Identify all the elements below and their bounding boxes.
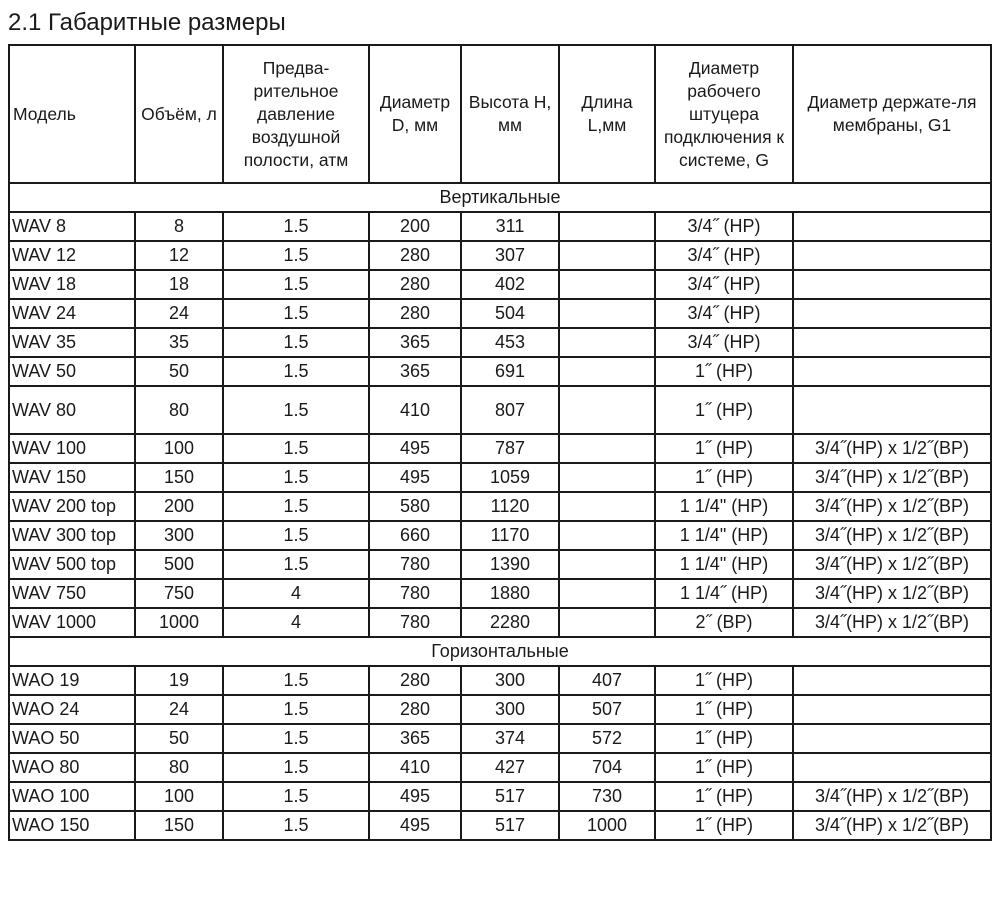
table-row <box>9 328 991 357</box>
cell-diameter: 280 <box>369 299 461 328</box>
cell-fitting: 3/4˝ (HP) <box>655 328 793 357</box>
cell-length: 507 <box>559 695 655 724</box>
cell-height: 1880 <box>461 579 559 608</box>
cell-diameter: 280 <box>369 666 461 695</box>
cell-pressure: 4 <box>223 579 369 608</box>
header-diameter: Диаметр D, мм <box>369 45 461 183</box>
section-label: Горизонтальные <box>9 637 991 666</box>
cell-diameter: 365 <box>369 357 461 386</box>
table-row <box>9 212 991 241</box>
cell-volume: 18 <box>135 270 223 299</box>
table-row <box>9 753 991 782</box>
cell-length <box>559 328 655 357</box>
table-row <box>9 695 991 724</box>
cell-volume: 35 <box>135 328 223 357</box>
cell-height: 517 <box>461 782 559 811</box>
header-length: Длина L,мм <box>559 45 655 183</box>
cell-pressure: 1.5 <box>223 212 369 241</box>
cell-membrane-holder <box>793 386 991 434</box>
cell-volume: 80 <box>135 386 223 434</box>
cell-diameter: 280 <box>369 695 461 724</box>
cell-membrane-holder: 3/4˝(HP) x 1/2˝(BP) <box>793 550 991 579</box>
cell-model: WAO 80 <box>9 753 135 782</box>
cell-diameter: 200 <box>369 212 461 241</box>
cell-diameter: 580 <box>369 492 461 521</box>
cell-fitting: 1˝ (HP) <box>655 463 793 492</box>
cell-pressure: 1.5 <box>223 386 369 434</box>
table-row <box>9 811 991 840</box>
cell-length <box>559 550 655 579</box>
cell-length: 1000 <box>559 811 655 840</box>
cell-pressure: 1.5 <box>223 299 369 328</box>
cell-diameter: 660 <box>369 521 461 550</box>
cell-pressure: 1.5 <box>223 724 369 753</box>
cell-membrane-holder: 3/4˝(HP) x 1/2˝(BP) <box>793 463 991 492</box>
cell-volume: 150 <box>135 811 223 840</box>
cell-length <box>559 608 655 637</box>
cell-membrane-holder <box>793 328 991 357</box>
cell-model: WAV 750 <box>9 579 135 608</box>
cell-diameter: 495 <box>369 434 461 463</box>
cell-model: WAV 35 <box>9 328 135 357</box>
cell-membrane-holder: 3/4˝(HP) x 1/2˝(BP) <box>793 521 991 550</box>
cell-fitting: 1˝ (HP) <box>655 782 793 811</box>
cell-volume: 1000 <box>135 608 223 637</box>
cell-membrane-holder: 3/4˝(HP) x 1/2˝(BP) <box>793 608 991 637</box>
cell-length <box>559 521 655 550</box>
cell-volume: 50 <box>135 724 223 753</box>
table-row <box>9 782 991 811</box>
cell-height: 787 <box>461 434 559 463</box>
cell-model: WAV 18 <box>9 270 135 299</box>
cell-length <box>559 386 655 434</box>
cell-model: WAO 24 <box>9 695 135 724</box>
header-row <box>9 45 991 183</box>
section-label: Вертикальные <box>9 183 991 212</box>
header-fitting-diameter: Диаметр рабочего штуцера подключения к системе, G <box>655 45 793 183</box>
cell-fitting: 1 1/4˝ (HP) <box>655 579 793 608</box>
cell-volume: 100 <box>135 434 223 463</box>
cell-volume: 100 <box>135 782 223 811</box>
cell-fitting: 1˝ (HP) <box>655 357 793 386</box>
table-row <box>9 357 991 386</box>
cell-volume: 200 <box>135 492 223 521</box>
cell-fitting: 1˝ (HP) <box>655 753 793 782</box>
cell-length <box>559 463 655 492</box>
cell-pressure: 1.5 <box>223 753 369 782</box>
header-pressure: Предва-рительное давление воздушной полости, атм <box>223 45 369 183</box>
table-row <box>9 579 991 608</box>
table-row <box>9 299 991 328</box>
cell-model: WAV 1000 <box>9 608 135 637</box>
cell-volume: 80 <box>135 753 223 782</box>
cell-volume: 150 <box>135 463 223 492</box>
cell-membrane-holder <box>793 753 991 782</box>
table-row <box>9 608 991 637</box>
cell-diameter: 410 <box>369 753 461 782</box>
table-row <box>9 666 991 695</box>
header-model: Модель <box>9 45 135 183</box>
cell-diameter: 780 <box>369 579 461 608</box>
cell-membrane-holder: 3/4˝(HP) x 1/2˝(BP) <box>793 579 991 608</box>
cell-height: 427 <box>461 753 559 782</box>
cell-membrane-holder <box>793 241 991 270</box>
cell-diameter: 365 <box>369 724 461 753</box>
cell-height: 307 <box>461 241 559 270</box>
table-row <box>9 724 991 753</box>
cell-fitting: 1˝ (HP) <box>655 695 793 724</box>
cell-fitting: 1 1/4" (HP) <box>655 550 793 579</box>
cell-fitting: 1 1/4" (HP) <box>655 492 793 521</box>
cell-height: 374 <box>461 724 559 753</box>
cell-diameter: 780 <box>369 550 461 579</box>
cell-pressure: 1.5 <box>223 241 369 270</box>
cell-model: WAV 200 top <box>9 492 135 521</box>
table-row <box>9 463 991 492</box>
cell-length: 572 <box>559 724 655 753</box>
cell-pressure: 1.5 <box>223 550 369 579</box>
cell-pressure: 1.5 <box>223 695 369 724</box>
cell-model: WAV 80 <box>9 386 135 434</box>
cell-height: 517 <box>461 811 559 840</box>
cell-diameter: 495 <box>369 811 461 840</box>
cell-volume: 300 <box>135 521 223 550</box>
table-row <box>9 550 991 579</box>
cell-pressure: 1.5 <box>223 328 369 357</box>
cell-height: 504 <box>461 299 559 328</box>
cell-height: 807 <box>461 386 559 434</box>
cell-model: WAV 150 <box>9 463 135 492</box>
cell-height: 2280 <box>461 608 559 637</box>
cell-volume: 12 <box>135 241 223 270</box>
cell-length <box>559 299 655 328</box>
cell-fitting: 1˝ (HP) <box>655 434 793 463</box>
cell-length <box>559 270 655 299</box>
cell-model: WAV 100 <box>9 434 135 463</box>
header-volume: Объём, л <box>135 45 223 183</box>
cell-volume: 19 <box>135 666 223 695</box>
cell-height: 1120 <box>461 492 559 521</box>
cell-membrane-holder: 3/4˝(HP) x 1/2˝(BP) <box>793 492 991 521</box>
cell-height: 300 <box>461 695 559 724</box>
cell-pressure: 1.5 <box>223 463 369 492</box>
dimensions-table <box>8 44 992 841</box>
cell-pressure: 1.5 <box>223 357 369 386</box>
cell-pressure: 1.5 <box>223 811 369 840</box>
cell-model: WAO 150 <box>9 811 135 840</box>
cell-volume: 500 <box>135 550 223 579</box>
cell-fitting: 3/4˝ (HP) <box>655 241 793 270</box>
cell-volume: 24 <box>135 299 223 328</box>
cell-height: 300 <box>461 666 559 695</box>
cell-membrane-holder: 3/4˝(HP) x 1/2˝(BP) <box>793 782 991 811</box>
cell-pressure: 1.5 <box>223 434 369 463</box>
cell-volume: 24 <box>135 695 223 724</box>
cell-length: 704 <box>559 753 655 782</box>
cell-length <box>559 357 655 386</box>
cell-length <box>559 241 655 270</box>
cell-model: WAV 300 top <box>9 521 135 550</box>
cell-pressure: 1.5 <box>223 270 369 299</box>
cell-diameter: 410 <box>369 386 461 434</box>
cell-height: 1170 <box>461 521 559 550</box>
cell-fitting: 1˝ (HP) <box>655 811 793 840</box>
cell-model: WAO 100 <box>9 782 135 811</box>
cell-height: 1390 <box>461 550 559 579</box>
cell-height: 1059 <box>461 463 559 492</box>
table-row <box>9 521 991 550</box>
section-title: 2.1 Габаритные размеры <box>8 9 286 36</box>
cell-pressure: 4 <box>223 608 369 637</box>
cell-fitting: 2˝ (BP) <box>655 608 793 637</box>
section-row <box>9 637 991 666</box>
cell-pressure: 1.5 <box>223 666 369 695</box>
header-membrane-holder: Диаметр держате-ля мембраны, G1 <box>793 45 991 183</box>
table-row <box>9 241 991 270</box>
section-row <box>9 183 991 212</box>
cell-membrane-holder: 3/4˝(HP) x 1/2˝(BP) <box>793 811 991 840</box>
cell-model: WAV 24 <box>9 299 135 328</box>
cell-volume: 8 <box>135 212 223 241</box>
cell-membrane-holder <box>793 299 991 328</box>
cell-diameter: 280 <box>369 270 461 299</box>
cell-diameter: 495 <box>369 463 461 492</box>
cell-membrane-holder <box>793 666 991 695</box>
cell-membrane-holder <box>793 695 991 724</box>
cell-membrane-holder <box>793 212 991 241</box>
cell-length <box>559 579 655 608</box>
cell-membrane-holder <box>793 724 991 753</box>
cell-height: 453 <box>461 328 559 357</box>
cell-diameter: 365 <box>369 328 461 357</box>
cell-fitting: 3/4˝ (HP) <box>655 270 793 299</box>
cell-length <box>559 492 655 521</box>
cell-height: 691 <box>461 357 559 386</box>
cell-length <box>559 434 655 463</box>
cell-height: 311 <box>461 212 559 241</box>
header-height: Высота H, мм <box>461 45 559 183</box>
table-row <box>9 270 991 299</box>
cell-pressure: 1.5 <box>223 492 369 521</box>
cell-membrane-holder <box>793 270 991 299</box>
cell-model: WAO 50 <box>9 724 135 753</box>
table-row <box>9 434 991 463</box>
cell-model: WAV 8 <box>9 212 135 241</box>
cell-volume: 50 <box>135 357 223 386</box>
table-row <box>9 492 991 521</box>
cell-fitting: 1˝ (HP) <box>655 666 793 695</box>
cell-model: WAO 19 <box>9 666 135 695</box>
cell-volume: 750 <box>135 579 223 608</box>
cell-diameter: 280 <box>369 241 461 270</box>
cell-membrane-holder: 3/4˝(HP) x 1/2˝(BP) <box>793 434 991 463</box>
cell-fitting: 1˝ (HP) <box>655 386 793 434</box>
cell-diameter: 495 <box>369 782 461 811</box>
cell-fitting: 1 1/4" (HP) <box>655 521 793 550</box>
cell-pressure: 1.5 <box>223 521 369 550</box>
cell-pressure: 1.5 <box>223 782 369 811</box>
cell-membrane-holder <box>793 357 991 386</box>
cell-length <box>559 212 655 241</box>
cell-fitting: 1˝ (HP) <box>655 724 793 753</box>
cell-diameter: 780 <box>369 608 461 637</box>
cell-model: WAV 12 <box>9 241 135 270</box>
cell-fitting: 3/4˝ (HP) <box>655 299 793 328</box>
cell-model: WAV 50 <box>9 357 135 386</box>
cell-length: 730 <box>559 782 655 811</box>
cell-model: WAV 500 top <box>9 550 135 579</box>
cell-height: 402 <box>461 270 559 299</box>
cell-fitting: 3/4˝ (HP) <box>655 212 793 241</box>
cell-length: 407 <box>559 666 655 695</box>
table-row <box>9 386 991 434</box>
